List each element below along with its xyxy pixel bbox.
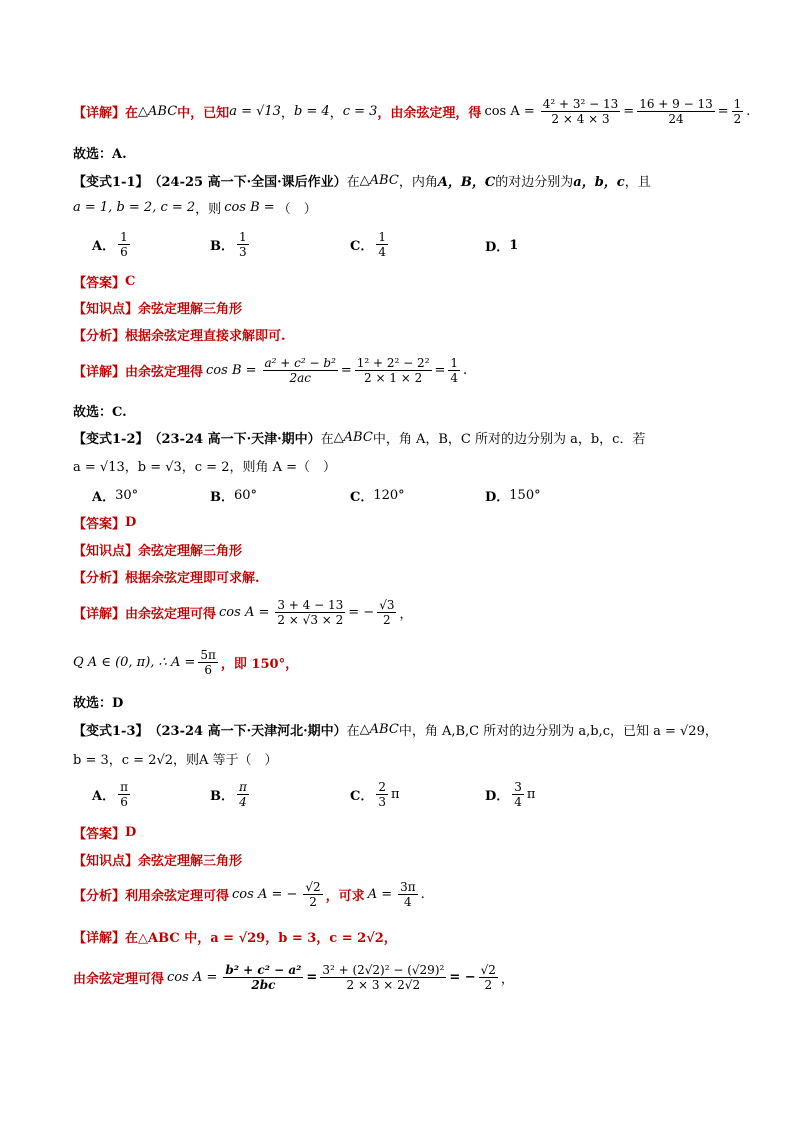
v11-analysis: 【分析】 根据余弦定理直接求解即可.: [73, 329, 286, 344]
v11-title: 【变式1-1】 （24-25 高一下·全国·课后作业） 在 △ABC ，内角 A，B，C 的对边分别为 a，b，c ，且: [73, 173, 651, 190]
fraction: $\frac{\text{4² + 3² − 13}}{2 \times 4 \times 3}$: [542, 97, 619, 126]
v12-option-d: D． 150°: [485, 488, 541, 505]
v11-knowledge: 【知识点】 余弦定理解三角形: [73, 302, 243, 317]
v13-cosine: 由余弦定理可得 cos A = $\frac{\text{b² + c² − a²}}{2bc}$ = $\frac{\text{3² + (2√2)² − (√29)²}}{2 \times 3 \times 2√2}$ = − $\frac{√2}{2}$ ，: [73, 963, 514, 992]
v12-select: 故选：D: [73, 696, 124, 711]
v13-title: 【变式1-3】 （23-24 高一下·天津河北·期中） 在 △ABC 中，角 A,B,C 所对的边分别为 a,b,c，已知 a = √29，: [73, 722, 718, 739]
b1-line: 【详解】 在 △ABC 中，已知 a = √13 ， b = 4 ， c = 3 ，由余弦定理，得 cos A = $\frac{\text{4² + 3² − 13}}{2 \times 4 \times 3}$ = $\frac{16 + 9 - 13}{24}$ = $\frac{1}{2}$ .: [73, 97, 751, 126]
v12-range: Q A ∈ (0, π), ∴ A = $\frac{5\pi}{6}$ ，即 150°，: [73, 648, 299, 677]
v11-option-c: C． $\frac{1}{4}$: [350, 230, 386, 259]
v13-option-d: D． $\frac{3}{4}$ π: [485, 780, 536, 809]
v12-given: a = √13，b = √3，c = 2，则角 A =（ ）: [73, 460, 337, 475]
v11-given: a = 1, b = 2, c = 2 ，则 cos B = （ ）: [73, 200, 317, 217]
v12-option-c: C． 120°: [350, 488, 405, 505]
v11-select: 故选：C.: [73, 405, 127, 420]
v13-option-c: C． $\frac{2}{3}$ π: [350, 780, 400, 809]
v11-option-a: A． $\frac{1}{6}$: [92, 230, 128, 259]
fraction: $\frac{1}{2}$: [733, 97, 742, 126]
v11-option-d: D． 1: [485, 238, 519, 255]
v12-answer: 【答案】 D: [73, 515, 137, 532]
fraction: $\frac{16 + 9 - 13}{24}$: [639, 97, 713, 126]
v11-option-b: B． $\frac{1}{3}$: [210, 230, 247, 259]
v11-answer: 【答案】 C: [73, 274, 136, 291]
v13-knowledge: 【知识点】 余弦定理解三角形: [73, 854, 243, 869]
v13-option-a: A． $\frac{\pi}{6}$: [92, 780, 128, 809]
v12-knowledge: 【知识点】 余弦定理解三角形: [73, 544, 243, 559]
v13-detail: 【详解】 在△ABC 中，a = √29，b = 3，c = 2√2，: [73, 931, 397, 946]
b1-select: 故选：A.: [73, 147, 127, 162]
v11-detail: 【详解】 由余弦定理得 cos B = $\frac{\text{a² + c² − b²}}{2ac}$ = $\frac{\text{1² + 2² − 2²}}{2 \times 1 \times 2}$ = $\frac{1}{4}$ .: [73, 356, 468, 385]
v12-analysis: 【分析】 根据余弦定理即可求解.: [73, 571, 260, 586]
v13-option-b: B． $\frac{\pi}{4}$: [210, 780, 247, 809]
v13-answer: 【答案】 D: [73, 825, 137, 842]
v12-option-b: B． 60°: [210, 488, 258, 505]
v13-analysis: 【分析】 利用余弦定理可得 cos A = − $\frac{√2}{2}$ ，可求 A = $\frac{3\pi}{4}$ .: [73, 880, 425, 909]
v12-option-a: A． 30°: [92, 488, 139, 505]
v12-detail: 【详解】 由余弦定理可得 cos A = $\frac{3 + 4 - 13}{2 \times √3 \times 2}$ = − $\frac{√3}{2}$ ，: [73, 598, 413, 627]
v13-given: b = 3，c = 2√2，则A 等于（ ）: [73, 753, 278, 768]
v12-title: 【变式1-2】 （23-24 高一下·天津·期中） 在 △ABC 中，角 A，B，C 所对的边分别为 a，b，c．若: [73, 430, 646, 447]
